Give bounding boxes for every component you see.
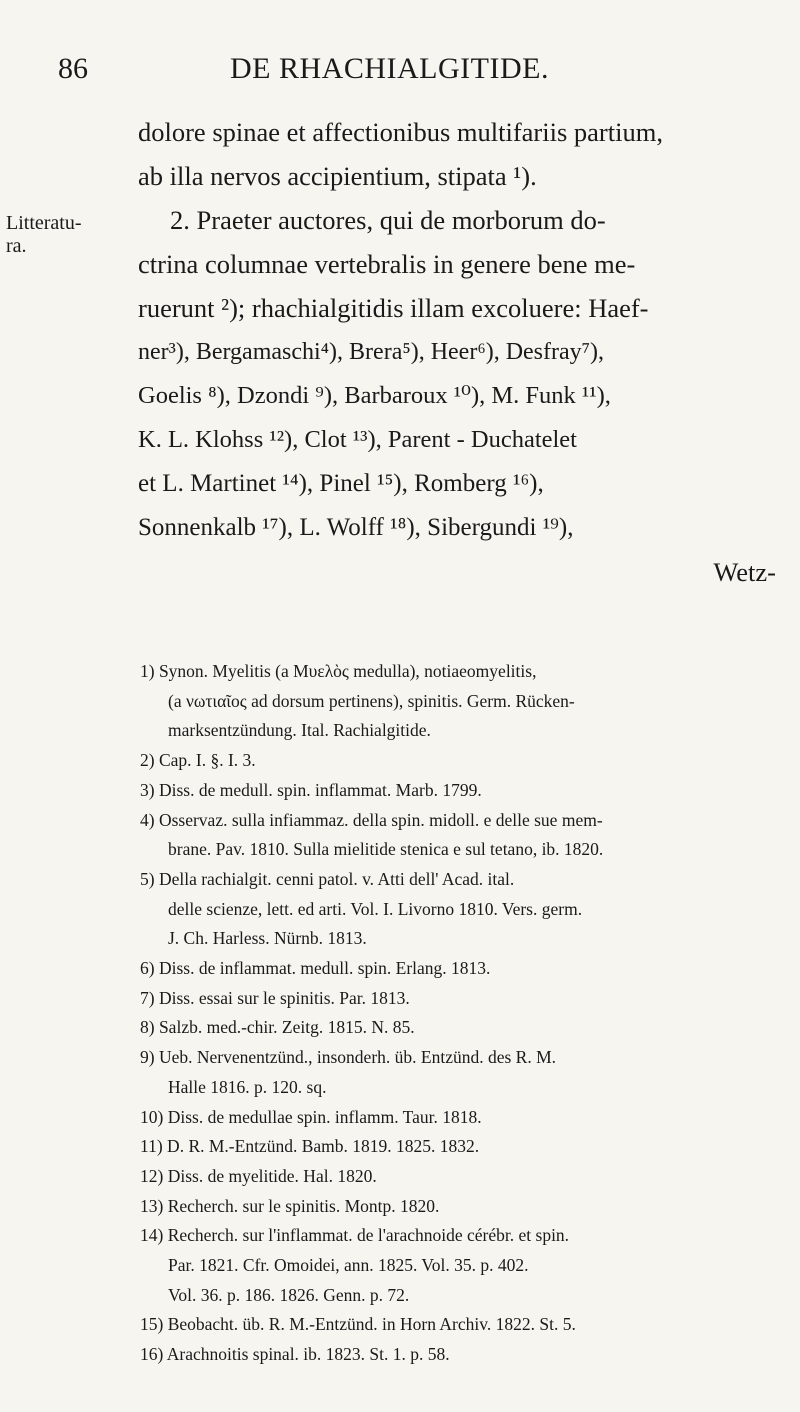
footnote-line: 1) Synon. Myelitis (a Μυελὸς medulla), notiaeomyelitis, [140,661,537,681]
footnote-line: Vol. 36. p. 186. 1826. Genn. p. 72. [168,1284,410,1305]
page-header [0,52,800,92]
margin-note: Litteratu- ra. [6,212,82,257]
running-title: DE RHACHIALGITIDE. [230,52,549,85]
body-text [138,110,776,594]
body-line: et L. Martinet ¹⁴), Pinel ¹⁵), Romberg ¹⁶), [138,470,544,497]
footnote-line: 10) Diss. de medullae spin. inflamm. Taur. 1818. [140,1106,482,1127]
footnote-line: Halle 1816. p. 120. sq. [168,1076,327,1097]
body-line: Wetz- [713,557,776,587]
body-line: ab illa nervos accipientium, stipata ¹). [138,161,537,191]
footnote-line: 2) Cap. I. §. I. 3. [140,750,256,771]
footnote-line: Par. 1821. Cfr. Omoidei, ann. 1825. Vol. 35. p. 402. [168,1255,529,1276]
footnote-line: marksentzündung. Ital. Rachialgitide. [168,720,431,741]
footnote-line: 3) Diss. de medull. spin. inflammat. Marb. 1799. [140,779,482,800]
footnote-line: 9) Ueb. Nervenentzünd., insonderh. üb. Entzünd. des R. M. [140,1047,557,1068]
footnote-line: 16) Arachnoitis spinal. ib. 1823. St. 1. p. 58. [140,1344,450,1365]
footnote-line: J. Ch. Harless. Nürnb. 1813. [168,928,367,949]
footnote-line: 7) Diss. essai sur le spinitis. Par. 1813. [140,987,410,1008]
footnote-line: 8) Salzb. med.-chir. Zeitg. 1815. N. 85. [140,1017,415,1038]
footnote-line: (a νωτιαῖος ad dorsum pertinens), spinitis. Germ. Rücken- [168,690,575,711]
footnote-line: 13) Recherch. sur le spinitis. Montp. 1820. [140,1195,440,1216]
body-line: ruerunt ²); rhachialgitidis illam excoluere: Haef- [138,293,649,323]
footnote-line: 5) Della rachialgit. cenni patol. v. Atti dell' Acad. ital. [140,868,515,889]
body-line: Sonnenkalb ¹⁷), L. Wolff ¹⁸), Sibergundi ¹⁹), [138,514,574,541]
footnote-line: 15) Beobacht. üb. R. M.-Entzünd. in Horn Archiv. 1822. St. 5. [140,1314,576,1335]
footnote-line: 6) Diss. de inflammat. medull. spin. Erlang. 1813. [140,958,491,979]
footnote-line: 4) Osservaz. sulla infiammaz. della spin. midoll. e delle sue mem- [140,809,603,830]
body-line: 2. Praeter auctores, qui de morborum do- [170,205,606,235]
body-line: dolore spinae et affectionibus multifariis partium, [138,117,663,147]
page-number: 86 [58,52,88,85]
footnote-line: 11) D. R. M.-Entzünd. Bamb. 1819. 1825. 1832. [140,1136,480,1157]
footnotes [140,657,780,1370]
footnote-line: delle scienze, lett. ed arti. Vol. I. Livorno 1810. Vers. germ. [168,898,583,919]
body-line: ctrina columnae vertebralis in genere bene me- [138,249,636,279]
body-line: Goelis ⁸), Dzondi ⁹), Barbaroux ¹⁰), M. Funk ¹¹), [138,382,611,409]
body-line: K. L. Klohss ¹²), Clot ¹³), Parent - Duchatelet [138,426,577,453]
footnote-line: brane. Pav. 1810. Sulla mielitide stenica e sul tetano, ib. 1820. [168,839,604,860]
body-line: ner³), Bergamaschi⁴), Brera⁵), Heer⁶), Desfray⁷), [138,339,605,365]
footnote-line: 12) Diss. de myelitide. Hal. 1820. [140,1165,377,1186]
footnote-line: 14) Recherch. sur l'inflammat. de l'arachnoide cérébr. et spin. [140,1225,570,1246]
